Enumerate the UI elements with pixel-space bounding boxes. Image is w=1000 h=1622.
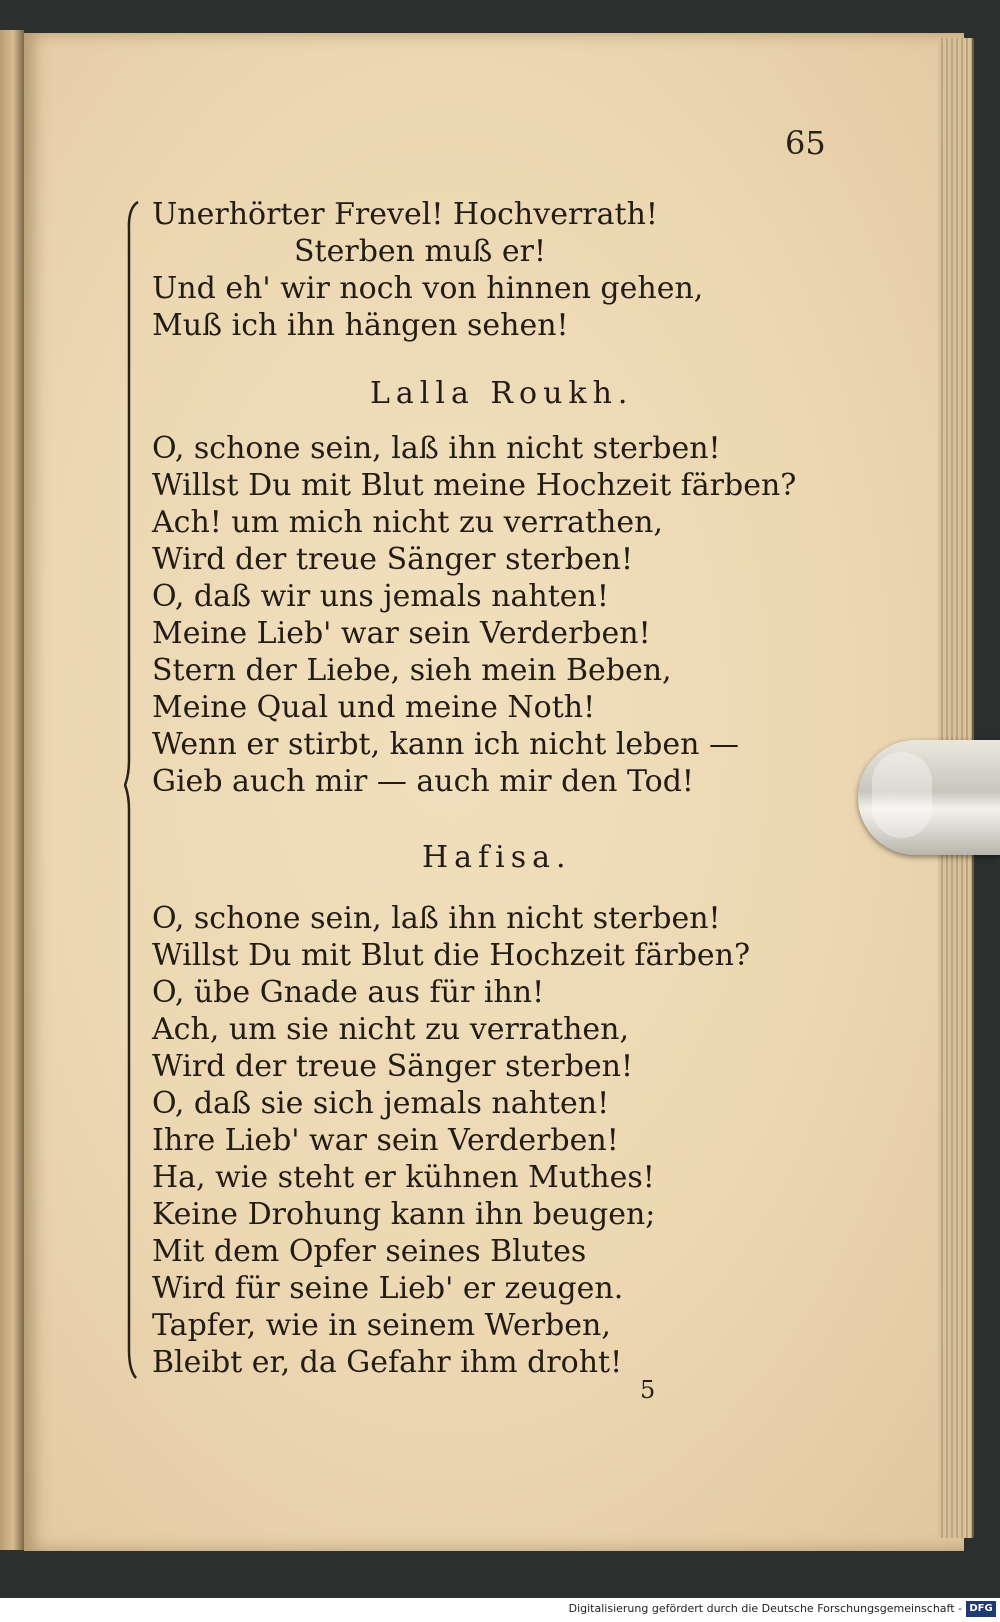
verse-line: Stern der Liebe, sieh mein Beben,: [152, 653, 672, 688]
verse-line: O, daß sie sich jemals nahten!: [152, 1086, 610, 1121]
speaker-heading-lalla-roukh: Lalla Roukh.: [370, 376, 634, 411]
speaker-heading-hafisa: Hafisa.: [422, 840, 572, 875]
verse-line: Keine Drohung kann ihn beugen;: [152, 1197, 656, 1232]
verse-line: Bleibt er, da Gefahr ihm droht!: [152, 1345, 623, 1380]
verse-line: O, schone sein, laß ihn nicht sterben!: [152, 431, 721, 466]
verse-line: Ihre Lieb' war sein Verderben!: [152, 1123, 619, 1158]
verse-line: Meine Lieb' war sein Verderben!: [152, 616, 651, 651]
verse-line: Tapfer, wie in seinem Werben,: [152, 1308, 611, 1343]
verse-line: Wird der treue Sänger sterben!: [152, 1049, 634, 1084]
verse-line: Ach! um mich nicht zu verrathen,: [152, 505, 663, 540]
verse-line: Mit dem Opfer seines Blutes: [152, 1234, 587, 1269]
verse-line: Gieb auch mir — auch mir den Tod!: [152, 764, 694, 799]
verse-line: O, daß wir uns jemals nahten!: [152, 579, 609, 614]
signature-mark: 5: [640, 1376, 656, 1404]
verse-bracket: [124, 200, 144, 1380]
verse-line: Willst Du mit Blut die Hochzeit färben?: [152, 938, 751, 973]
verse-line: Meine Qual und meine Noth!: [152, 690, 596, 725]
verse-line: Wird für seine Lieb' er zeugen.: [152, 1271, 624, 1306]
verse-line: Wird der treue Sänger sterben!: [152, 542, 634, 577]
hafisa-verse: [152, 900, 750, 1381]
verse-line: Und eh' wir noch von hinnen gehen,: [152, 271, 704, 306]
verse-line: Ach, um sie nicht zu verrathen,: [152, 1012, 629, 1047]
left-page-edge: [0, 30, 24, 1550]
verse-line: Muß ich ihn hängen sehen!: [152, 308, 569, 343]
page-number: 65: [785, 124, 826, 162]
dfg-logo-badge: DFG: [966, 1601, 996, 1617]
verse-line: Wenn er stirbt, kann ich nicht leben —: [152, 727, 739, 762]
top-verse: [152, 196, 703, 344]
digitization-footer: [0, 1598, 1000, 1622]
verse-line: O, schone sein, laß ihn nicht sterben!: [152, 901, 721, 936]
book-clip-shine: [872, 752, 932, 838]
verse-line: Willst Du mit Blut meine Hochzeit färben?: [152, 468, 797, 503]
verse-line: Sterben muß er!: [294, 234, 547, 269]
footer-credit-text: Digitalisierung gefördert durch die Deutsche Forschungsgemeinschaft -: [568, 1602, 962, 1615]
verse-line: Ha, wie steht er kühnen Muthes!: [152, 1160, 655, 1195]
verse-line: Unerhörter Frevel! Hochverrath!: [152, 197, 658, 232]
lalla-roukh-verse: [152, 430, 796, 800]
verse-line: O, übe Gnade aus für ihn!: [152, 975, 545, 1010]
